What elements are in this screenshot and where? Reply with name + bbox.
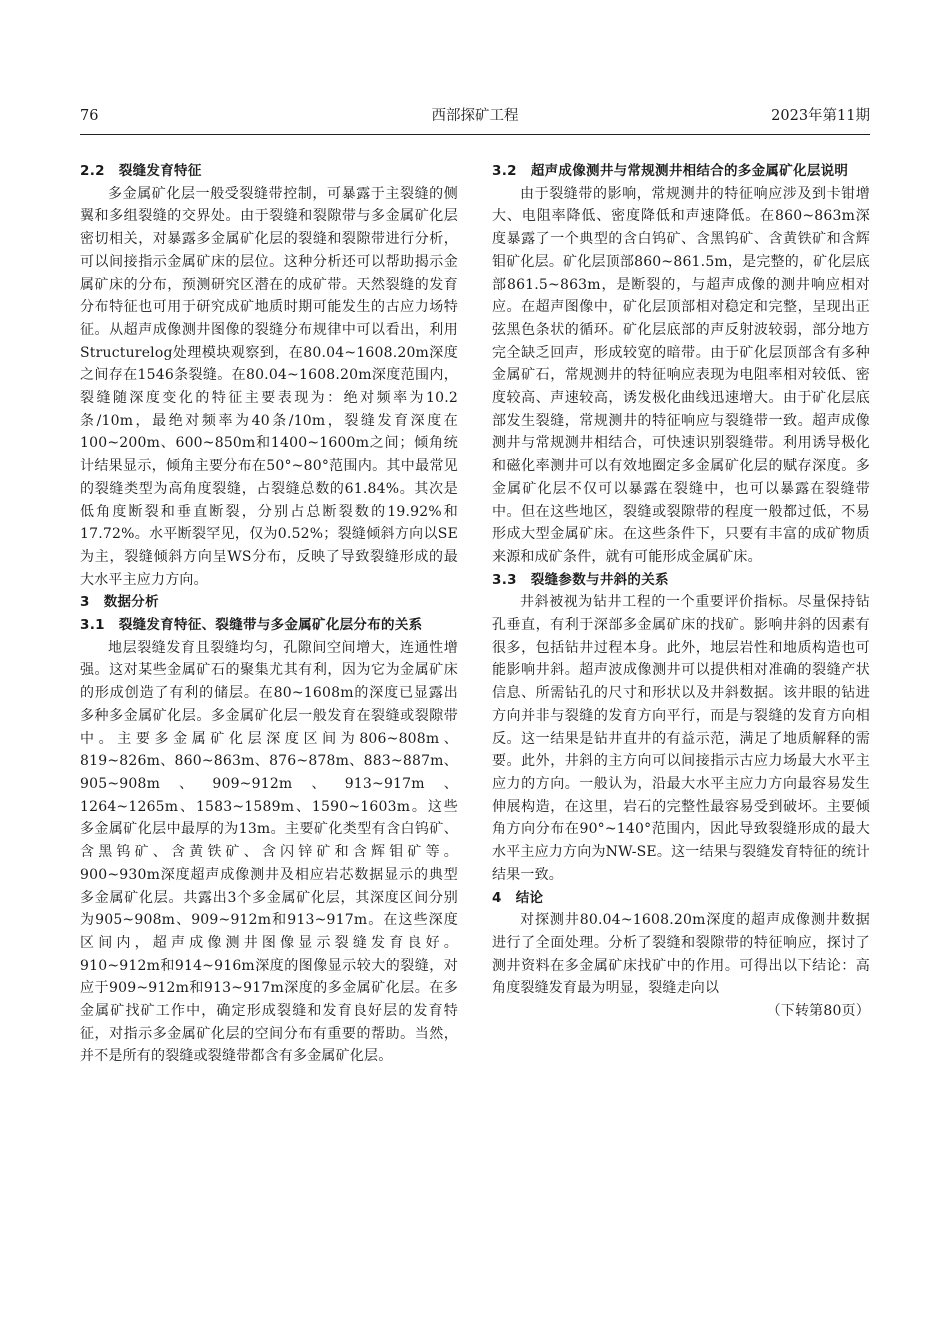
- paragraph: 由于裂缝带的影响，常规测井的特征响应涉及到卡钳增大、电阻率降低、密度降低和声速降低。在860~863m深度暴露了一个典型的含白钨矿、含黑钨矿、含黄铁矿和含辉钼矿化层。矿化层顶部860~861.5m，是完整的，矿化层底部861.5~863m，是断裂的，与超声成像的测井响应相对应。在超声图像中，矿化层顶部相对稳定和完整，呈现出正弦黑色条状的循环。矿化层底部的声反射波较弱，部分地方完全缺乏回声，形成较宽的暗带。由于矿化层顶部含有多种金属矿石，常规测井的特征响应表现为电阻率相对较低、密度较高、声速较高，诱发极化曲线迅速增大。由于矿化层底部发生裂缝，常规测井的特征响应与裂缝带一致。超声成像测井与常规测井相结合，可快速识别裂缝带。利用诱导极化和磁化率测井可以有效地圈定多金属矿化层的赋存深度。多金属矿化层不仅可以暴露在裂缝中，也可以暴露在裂缝带中。但在这些地区，裂缝或裂隙带的程度一般都过低，不易形成大型金属矿床。在这些条件下，只要有丰富的成矿物质来源和成矿条件，就有可能形成金属矿床。: [492, 185, 870, 565]
- section-number: 2.2: [80, 163, 105, 179]
- section-number: 3.2: [492, 163, 517, 179]
- section-title: 裂缝发育特征: [118, 163, 202, 179]
- section-heading-3-3: [492, 569, 870, 592]
- section-heading-2-2: [80, 160, 458, 183]
- paragraph: 对探测井80.04~1608.20m深度的超声成像测井数据进行了全面处理。分析了裂缝和裂隙带的特征响应，探讨了测井资料在多金属矿床找矿中的作用。可得出以下结论：高角度裂缝发育最为明显，裂缝走向以: [492, 912, 870, 997]
- journal-name: 西部探矿工程: [431, 108, 519, 124]
- section-title: 结论: [515, 889, 544, 906]
- section-heading-3-1: [80, 614, 458, 637]
- section-heading-3-2: [492, 160, 870, 183]
- left-column: [80, 160, 458, 1068]
- paragraph: 多金属矿化层一般受裂缝带控制，可暴露于主裂缝的侧翼和多组裂缝的交界处。由于裂缝和裂隙带与多金属矿化层密切相关，对暴露多金属矿化层的裂缝和裂隙带进行分析，可以间接指示金属矿床的层位。这种分析还可以帮助揭示金属矿床的分布，预测研究区潜在的成矿带。天然裂缝的发育分布特征也可用于研究成矿地质时期可能发生的古应力场特征。从超声成像测井图像的裂缝分布规律中可以看出，利用Structurelog处理模块观察到，在80.04~1608.20m深度之间存在1546条裂缝。在80.04~1608.20m深度范围内，裂缝随深度变化的特征主要表现为：绝对频率为10.2条/10m，最绝对频率为40条/10m，裂缝发育深度在100~200m、600~850m和1400~1600m之间；倾角统计结果显示，倾角主要分布在50°~80°范围内。其中最常见的裂缝类型为高角度裂缝，占裂缝总数的61.84%。其次是低角度断裂和垂直断裂，分别占总断裂数的19.92%和17.72%。水平断裂罕见，仅为0.52%；裂缝倾斜方向以SE为主，裂缝倾斜方向呈WS分布，反映了导致裂缝形成的最大水平主应力方向。: [80, 185, 458, 588]
- issue-label: 2023年第11期: [771, 108, 870, 124]
- paragraph: 井斜被视为钻井工程的一个重要评价指标。尽量保持钻孔垂直，有利于深部多金属矿床的找矿。影响井斜的因素有很多，包括钻井过程本身。此外，地层岩性和地质构造也可能影响井斜。超声波成像测井可以提供相对准确的裂缝产状信息、所需钻孔的尺寸和形状以及井斜数据。该井眼的钻进方向并非与裂缝的发育方向平行，而是与裂缝的发育方向相反。这一结果是钻井直井的有益示范，满足了地质解释的需要。此外，井斜的主方向可以间接指示古应力场最大水平主应力的方向。一般认为，沿最大水平主应力方向最容易发生伸展构造，在这里，岩石的完整性最容易受到破坏。主要倾角方向分布在90°~140°范围内，因此导致裂缝形成的最大水平主应力方向为NW-SE。这一结果与裂缝发育特征的统计结果一致。: [492, 594, 870, 883]
- section-number: 3.1: [80, 617, 105, 634]
- page-number: 76: [80, 108, 99, 124]
- running-header: [80, 104, 870, 128]
- section-number: 4: [492, 889, 502, 906]
- section-title: 数据分析: [103, 594, 159, 611]
- section-heading-3: [80, 591, 458, 614]
- section-title: 裂缝发育特征、裂缝带与多金属矿化层分布的关系: [118, 617, 423, 634]
- continuation-note: （下转第80页）: [766, 1003, 870, 1020]
- header-rule: [80, 134, 870, 135]
- paragraph: 地层裂缝发育且裂缝均匀，孔隙间空间增大，连通性增强。这对某些金属矿石的聚集尤其有利，因为它为金属矿床的形成创造了有利的储层。在80~1608m的深度已显露出多种多金属矿化层。多金属矿化层一般发育在裂缝或裂隙带中。主要多金属矿化层深度区间为806~808m、819~826m、860~863m、876~878m、883~887m、905~908m、909~912m、913~917m、1264~1265m、1583~1589m、1590~1603m。这些多金属矿化层中最厚的为13m。主要矿化类型有含白钨矿、含黑钨矿、含黄铁矿、含闪锌矿和含辉钼矿等。900~930m深度超声成像测井及相应岩芯数据显示的典型多金属矿化层。共露出3个多金属矿化层，其深度区间分别为905~908m、909~912m和913~917m。在这些深度区间内，超声成像测井图像显示裂缝发育良好。910~912m和914~916m深度的图像显示较大的裂缝，对应于909~912m和913~917m深度的多金属矿化层。在多金属矿找矿工作中，确定形成裂缝和发育良好层的发育特征，对指示多金属矿化层的空间分布有重要的帮助。当然，并不是所有的裂缝或裂缝带都含有多金属矿化层。: [80, 639, 458, 1065]
- section-title: 超声成像测井与常规测井相结合的多金属矿化层说明: [530, 163, 849, 179]
- section-heading-4: [492, 887, 870, 910]
- section-title: 裂缝参数与井斜的关系: [530, 571, 669, 588]
- right-column: [492, 160, 870, 1023]
- section-number: 3.3: [492, 571, 517, 588]
- section-number: 3: [80, 594, 90, 611]
